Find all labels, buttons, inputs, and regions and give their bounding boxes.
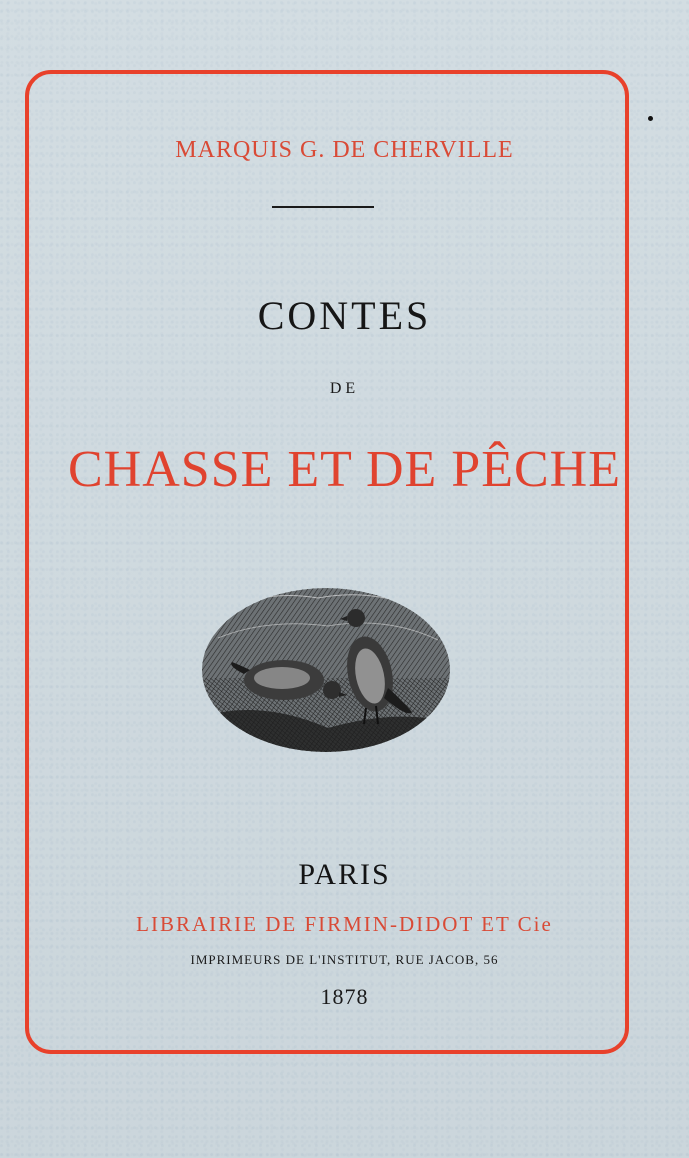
partridges-vignette (198, 578, 454, 756)
ink-speck (648, 116, 653, 121)
title-rule (272, 206, 374, 208)
author-name: MARQUIS G. DE CHERVILLE (175, 137, 514, 163)
title-line-de: DE (329, 380, 360, 397)
imprint-publisher: LIBRAIRIE DE FIRMIN-DIDOT ET Cie (136, 912, 553, 936)
title-line-contes: CONTES (257, 293, 432, 338)
imprint-city: PARIS (298, 858, 391, 891)
imprint-year: 1878 (320, 984, 369, 1009)
main-title: CHASSE ET DE PÊCHE (68, 441, 621, 498)
imprint-printers: IMPRIMEURS DE L'INSTITUT, RUE JACOB, 56 (190, 952, 499, 967)
red-border-frame (25, 70, 629, 1054)
